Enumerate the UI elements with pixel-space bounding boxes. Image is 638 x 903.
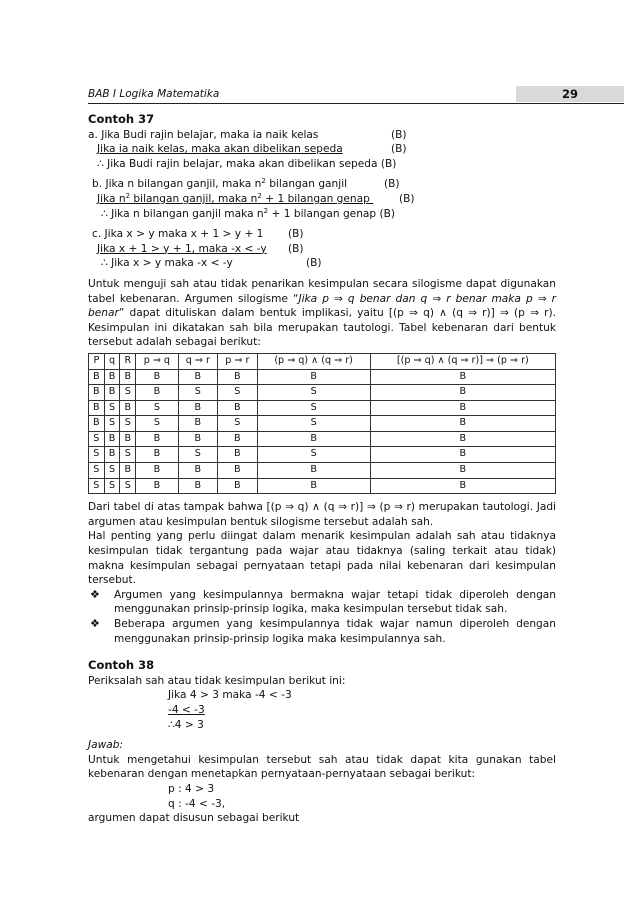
example-b-tag-2: (B) <box>399 192 415 205</box>
diamond-bullet-icon: ❖ <box>90 587 100 601</box>
truth-table-cell: S <box>178 385 217 401</box>
truth-table-cell: S <box>257 447 370 463</box>
truth-table-cell: S <box>89 478 105 494</box>
truth-table-row <box>89 369 556 385</box>
truth-table-cell: S <box>120 478 136 494</box>
truth-table-cell: S <box>104 463 120 479</box>
col-header: P <box>89 353 105 369</box>
truth-table-cell: S <box>136 416 178 432</box>
example-a-line-3: ∴ Jika Budi rajin belajar, maka akan dibelikan sepeda (B) <box>97 157 397 170</box>
example-a <box>88 128 556 172</box>
header-rule <box>88 103 624 104</box>
truth-table-row <box>89 478 556 494</box>
truth-table-cell: B <box>178 478 217 494</box>
example-c-line-3: ∴ Jika x > y maka -x < -y <box>101 257 233 270</box>
truth-table-cell: B <box>257 478 370 494</box>
example-b-line-1: b. Jika n bilangan ganjil, maka $n^2$ bilangan ganjil <box>92 177 348 191</box>
truth-table-cell: B <box>178 463 217 479</box>
truth-table-cell: B <box>136 385 178 401</box>
truth-table-cell: S <box>136 400 178 416</box>
example-a-line-2: Jika ia naik kelas, maka akan dibelikan sepeda <box>97 143 343 156</box>
syllogism-paragraph: Untuk menguji sah atau tidak penarikan kesimpulan secara silogisme dapat digunakan tabel kebenaran. Argumen silogisme “Jika p ⇒ q benar dan q ⇒ r benar maka p ⇒ r benar” dapat dituliskan dalam bentuk implikasi, yaitu [(p ⇒ q) ∧ (q ⇒ r)] ⇒ (p ⇒ r). Kesimpulan ini dikatakan sah bila merupakan tautologi. Tabel kebenaran dari bentuk tersebut adalah sebagai berikut: <box>88 277 556 349</box>
truth-table-row <box>89 385 556 401</box>
example-c-tag-3: (B) <box>306 257 322 270</box>
truth-table-cell: B <box>136 463 178 479</box>
truth-table-cell: B <box>104 369 120 385</box>
truth-table-cell: B <box>257 463 370 479</box>
example-c-tag-2: (B) <box>288 242 304 255</box>
example-b-line-2: Jika $n^2$ bilangan ganjil, maka $n^2 + 1$ bilangan genap <box>97 191 370 205</box>
example-a-tag-2: (B) <box>391 143 407 156</box>
col-header: p ⇒ r <box>218 353 257 369</box>
truth-table-cell: B <box>178 369 217 385</box>
truth-table-row <box>89 416 556 432</box>
truth-table-cell: B <box>120 369 136 385</box>
truth-table-cell: B <box>218 478 257 494</box>
truth-table-cell: S <box>257 416 370 432</box>
truth-table-cell: B <box>178 400 217 416</box>
col-header: (p ⇒ q) ∧ (q ⇒ r) <box>257 353 370 369</box>
truth-table-cell: B <box>218 369 257 385</box>
truth-table-cell: B <box>218 463 257 479</box>
truth-table-cell: B <box>136 447 178 463</box>
argument-arrangement-text: argumen dapat disusun sebagai berikut <box>88 812 300 825</box>
truth-table-cell: B <box>104 385 120 401</box>
page-header <box>88 86 624 103</box>
col-header: q <box>104 353 120 369</box>
truth-table-cell: B <box>218 447 257 463</box>
example-b <box>88 177 556 221</box>
bullet-item: ❖ Argumen yang kesimpulannya bermakna wajar tetapi tidak diperoleh dengan menggunakan prinsip-prinsip logika, maka kesimpulan tersebut tidak sah. <box>90 587 556 616</box>
truth-table-cell: B <box>89 416 105 432</box>
truth-table-cell: S <box>89 463 105 479</box>
bullet-item: ❖ Beberapa argumen yang kesimpulannya tidak wajar namun diperoleh dengan menggunakan prinsip-prinsip logika maka kesimpulannya sah. <box>90 617 556 645</box>
truth-table-cell: B <box>178 431 217 447</box>
truth-table-cell: S <box>257 385 370 401</box>
truth-table-cell: S <box>120 385 136 401</box>
tautology-paragraph: Dari tabel di atas tampak bahwa [(p ⇒ q) ∧ (q ⇒ r)] ⇒ (p ⇒ r) merupakan tautologi. Jadi argumen atau kesimpulan bentuk silogisme tersebut adalah sah. <box>88 501 556 528</box>
truth-table-cell: S <box>257 400 370 416</box>
truth-table-cell: B <box>136 478 178 494</box>
truth-table-cell: B <box>104 431 120 447</box>
truth-table-row <box>89 463 556 479</box>
truth-table-cell: S <box>120 447 136 463</box>
truth-table-cell: S <box>218 416 257 432</box>
premise-1: Jika 4 > 3 maka -4 < -3 <box>168 689 292 702</box>
col-header: p ⇒ q <box>136 353 178 369</box>
example-b-line-3: ∴ Jika n bilangan ganjil maka $n^2 + 1$ bilangan genap (B) <box>101 206 396 220</box>
truth-table-cell: B <box>120 431 136 447</box>
truth-table-cell: B <box>370 431 555 447</box>
truth-table-cell: S <box>178 447 217 463</box>
truth-table-cell: B <box>218 431 257 447</box>
truth-table-cell: B <box>257 431 370 447</box>
conclusion: ∴4 > 3 <box>168 718 204 731</box>
important-note-paragraph: Hal penting yang perlu diingat dalam menarik kesimpulan adalah sah atau tidaknya kesimpulan tidak tergantung pada wajar atau tidaknya (saling terkait atau tidak) makna kesimpulan sebagai pernyataan tetapi pada nilai kebenaran dari kesimpulan tersebut. <box>88 530 556 587</box>
example-c-tag-1: (B) <box>288 228 304 241</box>
truth-table-cell: B <box>178 416 217 432</box>
truth-table-cell: B <box>257 369 370 385</box>
truth-table-cell: S <box>104 416 120 432</box>
truth-table-cell: B <box>218 400 257 416</box>
truth-table-cell: B <box>370 463 555 479</box>
truth-table-cell: B <box>120 463 136 479</box>
truth-table-cell: S <box>120 416 136 432</box>
truth-table-cell: B <box>89 369 105 385</box>
truth-table-cell: S <box>218 385 257 401</box>
truth-table-cell: S <box>89 447 105 463</box>
answer-paragraph: Untuk mengetahui kesimpulan tersebut sah atau tidak dapat kita gunakan tabel kebenaran dengan menetapkan pernyataan-pernyataan sebagai berikut: <box>88 753 556 781</box>
premise-2: -4 < -3 <box>168 703 205 716</box>
truth-table-cell: S <box>104 478 120 494</box>
example-37-heading: Contoh 37 <box>88 112 155 126</box>
example-c <box>88 227 556 271</box>
truth-table-cell: S <box>89 431 105 447</box>
argument-block <box>88 688 556 732</box>
diamond-bullet-icon: ❖ <box>90 617 100 630</box>
truth-table-cell: B <box>136 369 178 385</box>
example-c-line-1: c. Jika x > y maka x + 1 > y + 1 <box>92 228 264 241</box>
page-number: 29 <box>516 86 624 102</box>
truth-table-cell: B <box>370 447 555 463</box>
truth-table-row <box>89 400 556 416</box>
truth-table-cell: B <box>370 385 555 401</box>
truth-table <box>88 353 556 494</box>
truth-table-cell: B <box>89 385 105 401</box>
example-a-line-1: a. Jika Budi rajin belajar, maka ia naik kelas <box>88 128 319 141</box>
truth-table-row <box>89 431 556 447</box>
truth-table-cell: B <box>136 431 178 447</box>
definition-q: q : -4 < -3, <box>168 797 226 810</box>
truth-table-cell: B <box>370 478 555 494</box>
page-body <box>88 112 556 826</box>
col-header: [(p ⇒ q) ∧ (q ⇒ r)] ⇒ (p ⇒ r) <box>370 353 555 369</box>
truth-table-row <box>89 447 556 463</box>
answer-label: Jawab: <box>88 739 124 752</box>
col-header: R <box>120 353 136 369</box>
example-c-line-2: Jika x + 1 > y + 1, maka -x < -y <box>97 242 267 255</box>
truth-table-cell: B <box>370 369 555 385</box>
truth-table-cell: B <box>89 400 105 416</box>
truth-table-cell: S <box>104 400 120 416</box>
example-a-tag-1: (B) <box>391 128 407 141</box>
truth-table-cell: B <box>104 447 120 463</box>
chapter-title: BAB I Logika Matematika <box>88 88 220 100</box>
definition-p: p : 4 > 3 <box>168 782 215 795</box>
example-38-heading: Contoh 38 <box>88 658 155 673</box>
col-header: q ⇒ r <box>178 353 217 369</box>
truth-table-header <box>89 353 556 369</box>
statement-definitions <box>88 782 556 811</box>
truth-table-cell: B <box>370 400 555 416</box>
truth-table-cell: B <box>370 416 555 432</box>
example-38-intro: Periksalah sah atau tidak kesimpulan berikut ini: <box>88 674 346 687</box>
truth-table-cell: B <box>120 400 136 416</box>
example-b-tag-1: (B) <box>384 178 400 191</box>
